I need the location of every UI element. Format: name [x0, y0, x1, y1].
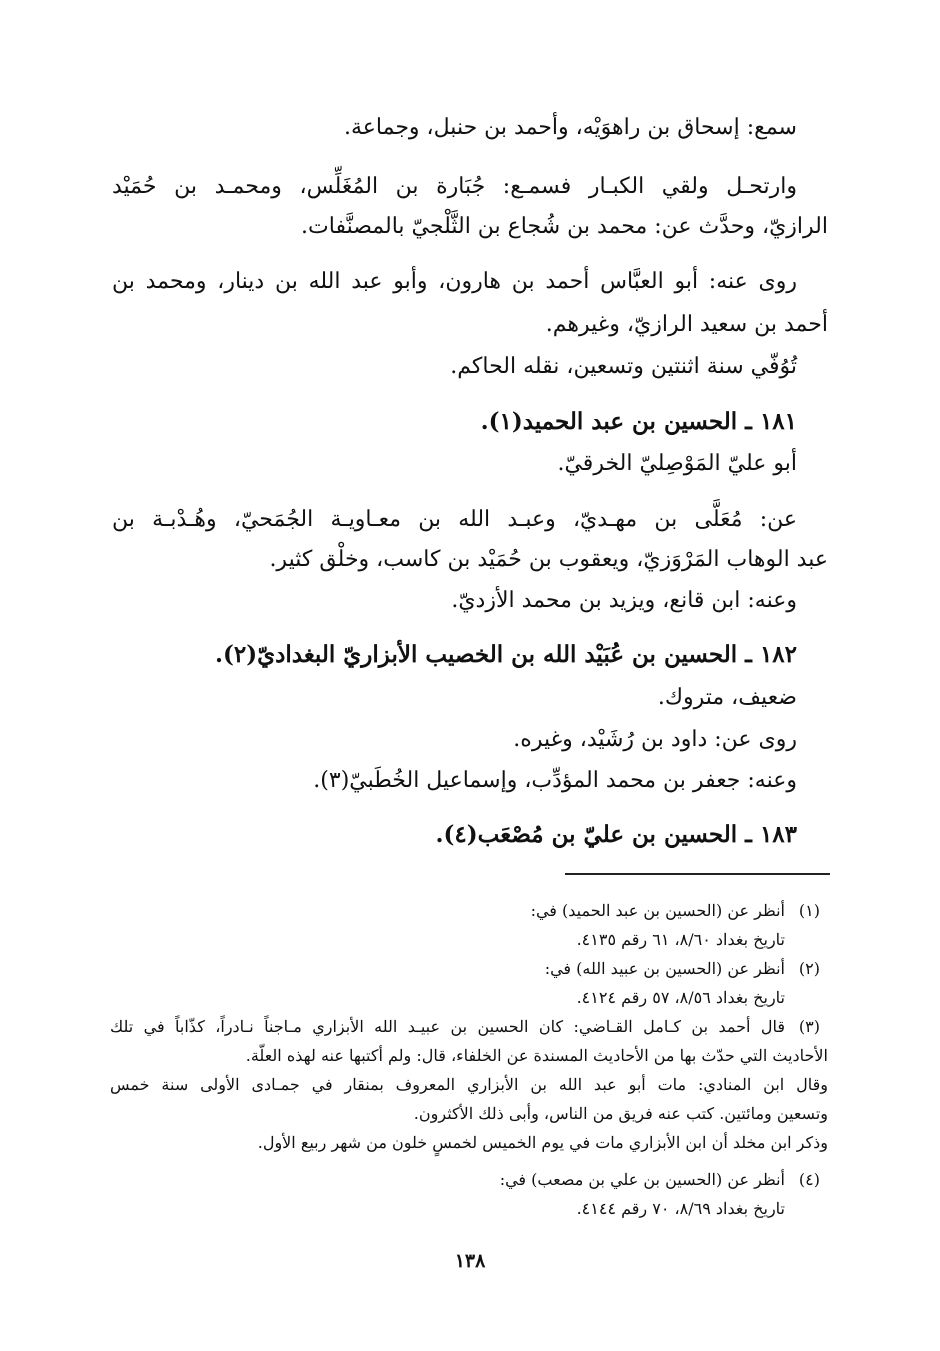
page-number: ١٣٨ — [454, 1250, 486, 1272]
footnote-line: وقال ابن المنادي: مات أبو عبد الله بن الأبزاري المعروف بمنقار في جمـادى الأولى سنة خمس — [110, 1075, 828, 1094]
body-line: روى عن: داود بن رُشَيْد، وغيره. — [513, 727, 797, 752]
entry-heading-183: ١٨٣ ـ الحسين بن عليّ بن مُصْعَب(٤). — [435, 821, 797, 848]
body-line: ضعيف، متروك. — [657, 685, 797, 710]
footnote-line: تاريخ بغداد ٨/٦٠، ٦١ رقم ٤١٣٥. — [576, 930, 785, 949]
footnote-number: (٢) — [798, 959, 820, 978]
body-line: وارتحـل ولقي الكبـار فسمـع: جُبَارة بن المُغَلِّس، ومحمـد بن حُمَيْد — [112, 174, 797, 199]
body-line: عن: مُعَلَّى بن مهـديّ، وعبـد الله بن معـاويـة الجُمَحيّ، وهُـدْبـة بن — [112, 507, 797, 532]
body-line: سمع: إسحاق بن راهوَيْه، وأحمد بن حنبل، وجماعة. — [343, 115, 797, 140]
body-line: أحمد بن سعيد الرازيّ، وغيرهم. — [545, 312, 828, 337]
footnote-line: تاريخ بغداد ٨/٥٦، ٥٧ رقم ٤١٢٤. — [576, 988, 785, 1007]
footnote-divider — [565, 873, 830, 875]
body-line: وعنه: ابن قانع، ويزيد بن محمد الأزديّ. — [451, 588, 797, 613]
footnote-line: أنظر عن (الحسين بن عبد الحميد) في: — [530, 901, 785, 920]
body-line: أبو عليّ المَوْصِليّ الخرقيّ. — [557, 451, 797, 476]
body-line: تُوُفّي سنة اثنتين وتسعين، نقله الحاكم. — [450, 354, 797, 379]
entry-heading-181: ١٨١ ـ الحسين بن عبد الحميد(١). — [480, 408, 797, 435]
footnote-line: وذكر ابن مخلد أن ابن الأبزاري مات في يوم الخميس لخمسٍ خلون من شهر ربيع الأول. — [257, 1133, 828, 1152]
body-line: عبد الوهاب المَرْوَزيّ، ويعقوب بن حُمَيْد بن كاسب، وخلْق كثير. — [269, 547, 828, 572]
footnote-line: تاريخ بغداد ٨/٦٩، ٧٠ رقم ٤١٤٤. — [576, 1199, 785, 1218]
footnote-line: وتسعين ومائتين. كتب عنه فريق من الناس، وأبى ذلك الأكثرون. — [413, 1104, 828, 1123]
footnote-line: قال أحمد بن كـامل القـاضي: كان الحسين بن عبيـد الله الأبزاري مـاجناً نـادراً، كذّاباً في تلك — [110, 1017, 785, 1036]
footnote-line: الأحاديث التي حدّث بها من الأحاديث المسندة عن الخلفاء، قال: ولم أكتبها عنه لهذه العلّة. — [245, 1046, 828, 1065]
entry-heading-182: ١٨٢ ـ الحسين بن عُبَيْد الله بن الخصيب الأبزاريّ البغداديّ(٢). — [214, 641, 797, 668]
footnote-number: (١) — [798, 901, 820, 920]
footnote-line: أنظر عن (الحسين بن علي بن مصعب) في: — [499, 1170, 785, 1189]
body-line: وعنه: جعفر بن محمد المؤدِّب، وإسماعيل الخُطَبيّ(٣). — [313, 768, 797, 793]
body-line: روى عنه: أبو العبَّاس أحمد بن هارون، وأبو عبد الله بن دينار، ومحمد بن — [112, 269, 797, 294]
footnote-line: أنظر عن (الحسين بن عبيد الله) في: — [544, 959, 785, 978]
footnote-number: (٣) — [798, 1017, 820, 1036]
footnote-number: (٤) — [798, 1170, 820, 1189]
body-line: الرازيّ، وحدَّث عن: محمد بن شُجاع بن الثَّلْجيّ بالمصنَّفات. — [301, 214, 828, 239]
